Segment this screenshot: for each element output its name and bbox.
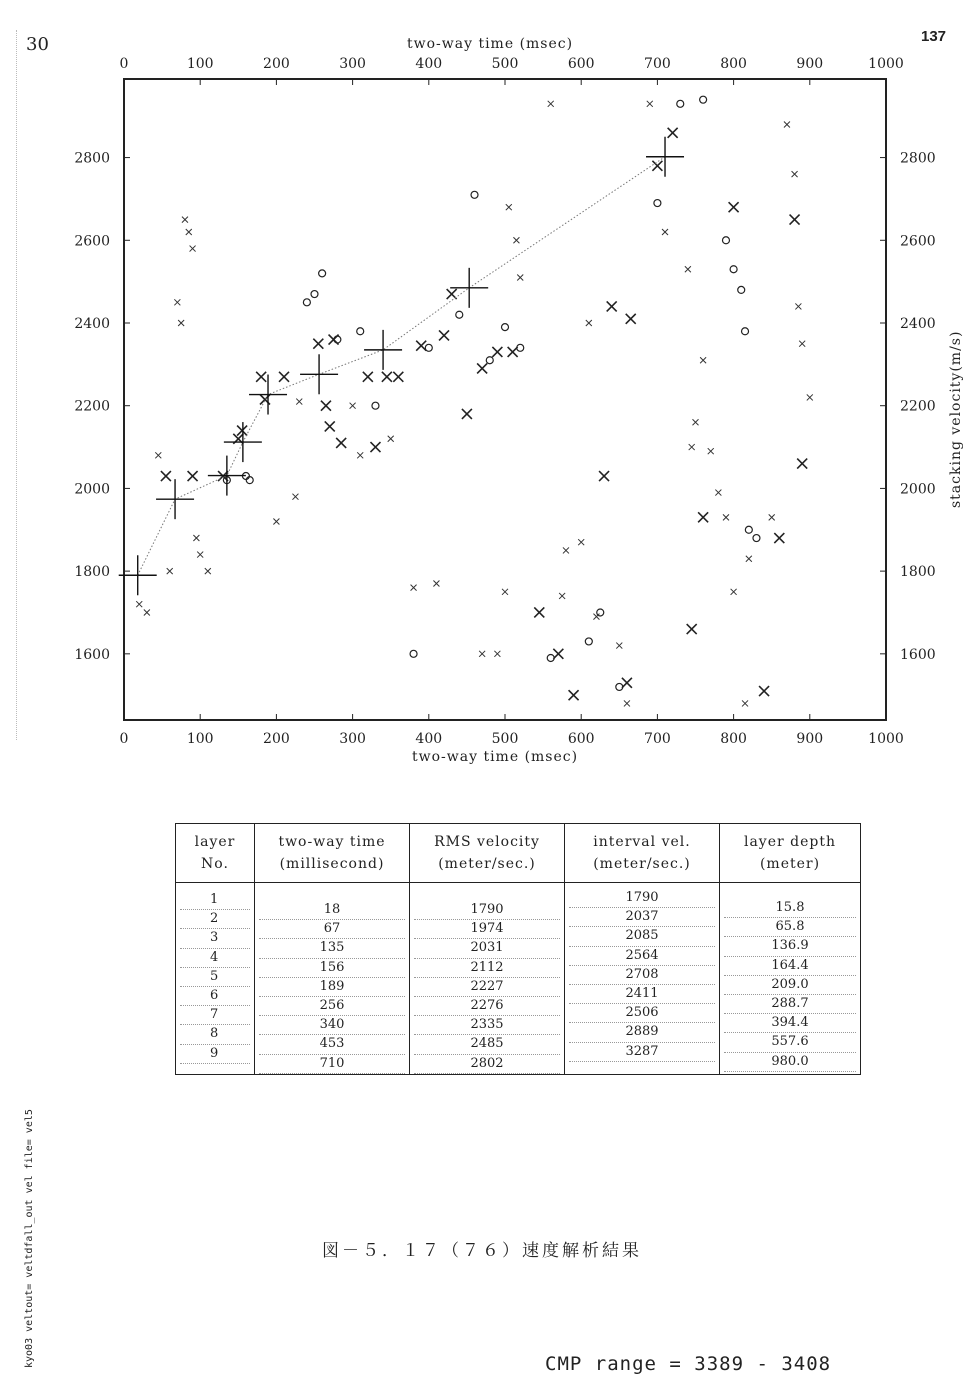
y-tick-label-left: 2200 — [74, 398, 110, 415]
header-layer-depth: layer depth (meter) — [720, 824, 861, 883]
y-tick-label-right: 1600 — [900, 646, 936, 663]
table-cell-interval-vel: 2506 — [569, 1004, 715, 1023]
table-cell-interval-vel: 2889 — [569, 1023, 715, 1042]
semblance-circle-mark — [753, 535, 760, 542]
semblance-small-x-mark — [513, 237, 519, 243]
semblance-cross-mark — [508, 347, 518, 357]
velocity-pick-marker — [156, 479, 194, 519]
semblance-cross-mark — [759, 686, 769, 696]
semblance-cross-mark — [325, 421, 335, 431]
figure-caption: 図－５．１７（７６）速度解析結果 — [322, 1241, 642, 1261]
table-cell-layer-no: 7 — [180, 1006, 250, 1025]
semblance-circle-mark — [425, 344, 432, 351]
semblance-small-x-mark — [411, 585, 417, 591]
x-axis-title-top: two-way time (msec) — [407, 36, 574, 52]
velocity-pick-marker — [364, 330, 402, 370]
semblance-small-x-mark — [502, 589, 508, 595]
page-number: 137 — [921, 28, 947, 45]
semblance-cross-mark — [622, 678, 632, 688]
y-tick-label-right: 2000 — [900, 481, 936, 498]
semblance-small-x-mark — [136, 601, 142, 607]
semblance-small-x-mark — [174, 299, 180, 305]
semblance-small-x-mark — [586, 320, 592, 326]
tick-labels — [74, 56, 935, 747]
y-tick-label-right: 2200 — [900, 398, 936, 415]
header-layer: layer No. — [176, 824, 255, 883]
axis-ticks — [124, 79, 886, 720]
semblance-cross-mark — [599, 471, 609, 481]
semblance-circle-mark — [319, 270, 326, 277]
x-tick-label-bottom: 900 — [796, 731, 824, 747]
table-cell-rms-velocity: 2227 — [414, 978, 560, 997]
velocity-pick-marker — [224, 422, 262, 462]
semblance-small-x-mark — [799, 341, 805, 347]
header-rms-velocity: RMS velocity (meter/sec.) — [410, 824, 565, 883]
semblance-small-x-mark — [742, 700, 748, 706]
semblance-small-x-mark — [708, 448, 714, 454]
semblance-cross-mark — [687, 624, 697, 634]
semblance-cross-mark — [382, 372, 392, 382]
semblance-small-x-mark — [479, 651, 485, 657]
semblance-cross-mark — [790, 215, 800, 225]
x-tick-label-top: 1000 — [868, 56, 904, 72]
table-cell-rms-velocity: 1790 — [414, 901, 560, 920]
semblance-cross-mark — [698, 512, 708, 522]
table-cell-two-way-time: 135 — [259, 939, 405, 958]
table-cell-two-way-time: 256 — [259, 997, 405, 1016]
semblance-cross-mark — [569, 690, 579, 700]
table-cell-layer-depth: 164.4 — [724, 957, 856, 976]
table-body-row — [176, 883, 861, 1075]
table-cell-layer-no: 6 — [180, 987, 250, 1006]
table-cell-two-way-time: 453 — [259, 1035, 405, 1054]
semblance-cross-mark — [729, 202, 739, 212]
y-tick-label-left: 2800 — [74, 150, 110, 167]
semblance-small-x-mark — [388, 436, 394, 442]
semblance-circle-mark — [745, 526, 752, 533]
semblance-cross-mark — [797, 459, 807, 469]
semblance-small-x-mark — [693, 419, 699, 425]
x-tick-label-top: 200 — [263, 56, 290, 72]
semblance-circle-mark — [471, 191, 478, 198]
semblance-small-x-mark — [494, 651, 500, 657]
semblance-small-x-mark — [795, 303, 801, 309]
semblance-small-x-mark — [700, 357, 706, 363]
x-tick-label-bottom: 600 — [567, 731, 595, 747]
semblance-small-x-mark — [167, 568, 173, 574]
semblance-circle-mark — [730, 266, 737, 273]
table-cell-interval-vel: 2411 — [569, 985, 715, 1004]
y-tick-label-right: 1800 — [900, 564, 936, 581]
semblance-cross-mark — [161, 471, 171, 481]
x-tick-label-top: 0 — [119, 56, 129, 72]
semblance-cross-mark — [370, 442, 380, 452]
table-cell-layer-no: 5 — [180, 968, 250, 987]
semblance-cross-mark — [256, 372, 266, 382]
semblance-small-x-mark — [689, 444, 695, 450]
table-cell-interval-vel: 2037 — [569, 908, 715, 927]
semblance-circle-mark — [502, 324, 509, 331]
semblance-small-x-mark — [769, 514, 775, 520]
semblance-small-x-mark — [578, 539, 584, 545]
semblance-small-x-mark — [357, 452, 363, 458]
semblance-circle-mark — [357, 328, 364, 335]
table-cell-layer-depth: 15.8 — [724, 899, 856, 918]
layer-table — [175, 823, 861, 1075]
semblance-circle-mark — [722, 237, 729, 244]
semblance-circle-mark — [585, 638, 592, 645]
semblance-cross-mark — [774, 533, 784, 543]
x-tick-label-top: 500 — [491, 56, 519, 72]
x-tick-label-bottom: 200 — [263, 731, 290, 747]
velocity-pick-marker — [208, 456, 246, 496]
x-axis-title-bottom: two-way time (msec) — [412, 749, 579, 765]
semblance-cross-mark — [462, 409, 472, 419]
semblance-circle-mark — [311, 291, 318, 298]
table-cell-rms-velocity: 2802 — [414, 1055, 560, 1074]
semblance-cross-mark — [477, 363, 487, 373]
semblance-small-x-mark — [433, 581, 439, 587]
semblance-points — [136, 96, 813, 706]
semblance-small-x-mark — [517, 275, 523, 281]
semblance-circle-mark — [738, 286, 745, 293]
x-tick-label-bottom: 800 — [720, 731, 747, 747]
x-tick-label-top: 600 — [567, 56, 595, 72]
semblance-small-x-mark — [616, 643, 622, 649]
table-cell-two-way-time: 189 — [259, 978, 405, 997]
semblance-small-x-mark — [144, 609, 150, 615]
semblance-cross-mark — [553, 649, 563, 659]
semblance-small-x-mark — [190, 246, 196, 252]
column-rms-velocity — [410, 883, 565, 1075]
table-cell-layer-no: 8 — [180, 1025, 250, 1044]
header-interval-vel: interval vel. (meter/sec.) — [565, 824, 720, 883]
table-cell-interval-vel: 2564 — [569, 947, 715, 966]
x-tick-label-top: 800 — [720, 56, 747, 72]
velocity-pick-marker — [300, 354, 338, 394]
semblance-circle-mark — [246, 477, 253, 484]
semblance-cross-mark — [188, 471, 198, 481]
semblance-small-x-mark — [731, 589, 737, 595]
y-tick-label-left: 1800 — [74, 564, 110, 581]
table-cell-layer-depth: 288.7 — [724, 995, 856, 1014]
semblance-small-x-mark — [186, 229, 192, 235]
semblance-cross-mark — [416, 341, 426, 351]
x-tick-label-bottom: 500 — [491, 731, 519, 747]
semblance-cross-mark — [492, 347, 502, 357]
semblance-small-x-mark — [563, 547, 569, 553]
x-tick-label-top: 700 — [644, 56, 671, 72]
semblance-cross-mark — [336, 438, 346, 448]
semblance-small-x-mark — [197, 552, 203, 558]
semblance-small-x-mark — [292, 494, 298, 500]
semblance-small-x-mark — [193, 535, 199, 541]
semblance-small-x-mark — [624, 700, 630, 706]
plot-frame — [124, 79, 886, 720]
semblance-small-x-mark — [723, 514, 729, 520]
semblance-small-x-mark — [647, 101, 653, 107]
table-cell-rms-velocity: 1974 — [414, 920, 560, 939]
semblance-circle-mark — [303, 299, 310, 306]
cmp-range: CMP range = 3389 - 3408 — [545, 1353, 832, 1375]
table-cell-layer-depth: 980.0 — [724, 1053, 856, 1072]
vertical-footer: kyo03 veltout= veltdfall_out vel file= vel5 — [24, 1109, 35, 1368]
semblance-circle-mark — [742, 328, 749, 335]
semblance-small-x-mark — [715, 490, 721, 496]
table-cell-interval-vel: 1790 — [569, 889, 715, 908]
table-cell-two-way-time: 67 — [259, 920, 405, 939]
y-tick-label-right: 2400 — [900, 315, 936, 332]
header-two-way-time: two-way time (millisecond) — [255, 824, 410, 883]
semblance-small-x-mark — [155, 452, 161, 458]
semblance-small-x-mark — [273, 518, 279, 524]
table-cell-layer-depth: 209.0 — [724, 976, 856, 995]
semblance-cross-mark — [626, 314, 636, 324]
y-tick-label-left: 1600 — [74, 646, 110, 663]
table-cell-rms-velocity: 2335 — [414, 1016, 560, 1035]
y-tick-label-right: 2800 — [900, 150, 936, 167]
semblance-small-x-mark — [548, 101, 554, 107]
y-tick-label-left: 2400 — [74, 315, 110, 332]
semblance-cross-mark — [321, 401, 331, 411]
semblance-small-x-mark — [792, 171, 798, 177]
column-interval-vel — [565, 883, 720, 1075]
y-axis-title: stacking velocity(m/s) — [948, 330, 964, 508]
semblance-cross-mark — [534, 607, 544, 617]
table-cell-layer-no: 1 — [180, 891, 250, 910]
semblance-small-x-mark — [784, 121, 790, 127]
x-tick-label-bottom: 700 — [644, 731, 671, 747]
table-cell-layer-depth: 65.8 — [724, 918, 856, 937]
semblance-small-x-mark — [350, 403, 356, 409]
table-cell-two-way-time: 710 — [259, 1055, 405, 1074]
semblance-small-x-mark — [685, 266, 691, 272]
semblance-cross-mark — [668, 128, 678, 138]
semblance-small-x-mark — [178, 320, 184, 326]
left-page-number: 30 — [26, 34, 49, 55]
table-cell-two-way-time: 340 — [259, 1016, 405, 1035]
table-cell-rms-velocity: 2031 — [414, 939, 560, 958]
table-cell-rms-velocity: 2485 — [414, 1035, 560, 1054]
x-tick-label-top: 100 — [186, 56, 214, 72]
semblance-circle-mark — [486, 357, 493, 364]
semblance-circle-mark — [700, 96, 707, 103]
x-tick-label-top: 900 — [796, 56, 824, 72]
table-header-row — [176, 824, 861, 883]
table-cell-layer-no: 4 — [180, 949, 250, 968]
table-cell-layer-depth: 136.9 — [724, 937, 856, 956]
velocity-function-line — [138, 157, 665, 576]
semblance-cross-mark — [652, 161, 662, 171]
semblance-small-x-mark — [662, 229, 668, 235]
table-cell-layer-no: 3 — [180, 929, 250, 948]
semblance-circle-mark — [372, 402, 379, 409]
velocity-function — [119, 137, 684, 596]
semblance-cross-mark — [279, 372, 289, 382]
table-cell-interval-vel: 2085 — [569, 927, 715, 946]
x-tick-label-bottom: 100 — [186, 731, 214, 747]
semblance-circle-mark — [334, 336, 341, 343]
semblance-small-x-mark — [746, 556, 752, 562]
y-tick-label-left: 2000 — [74, 481, 110, 498]
table-cell-interval-vel: 2708 — [569, 966, 715, 985]
semblance-circle-mark — [654, 200, 661, 207]
semblance-small-x-mark — [296, 399, 302, 405]
semblance-cross-mark — [439, 330, 449, 340]
table-cell-two-way-time: 156 — [259, 959, 405, 978]
table-cell-two-way-time: 18 — [259, 901, 405, 920]
table-cell-rms-velocity: 2112 — [414, 959, 560, 978]
x-tick-label-bottom: 300 — [339, 731, 366, 747]
table-cell-rms-velocity: 2276 — [414, 997, 560, 1016]
column-layer-depth — [720, 883, 861, 1075]
y-tick-label-right: 2600 — [900, 233, 936, 250]
semblance-cross-mark — [393, 372, 403, 382]
semblance-circle-mark — [677, 100, 684, 107]
column-two-way-time — [255, 883, 410, 1075]
semblance-small-x-mark — [182, 217, 188, 223]
table-cell-layer-no: 9 — [180, 1045, 250, 1064]
x-tick-label-bottom: 400 — [415, 731, 443, 747]
x-tick-label-top: 400 — [415, 56, 443, 72]
semblance-circle-mark — [456, 311, 463, 318]
table-cell-layer-depth: 394.4 — [724, 1014, 856, 1033]
velocity-pick-marker — [450, 268, 488, 308]
semblance-circle-mark — [410, 650, 417, 657]
semblance-small-x-mark — [205, 568, 211, 574]
semblance-cross-mark — [363, 372, 373, 382]
semblance-small-x-mark — [593, 614, 599, 620]
table-cell-layer-depth: 557.6 — [724, 1033, 856, 1052]
semblance-small-x-mark — [807, 394, 813, 400]
table-cell-layer-no: 2 — [180, 910, 250, 929]
x-tick-label-top: 300 — [339, 56, 366, 72]
semblance-cross-mark — [607, 301, 617, 311]
x-tick-label-bottom: 0 — [119, 731, 129, 747]
column-layer-no — [176, 883, 255, 1075]
semblance-small-x-mark — [559, 593, 565, 599]
semblance-cross-mark — [313, 339, 323, 349]
velocity-pick-marker — [646, 137, 684, 177]
table-cell-interval-vel: 3287 — [569, 1043, 715, 1062]
semblance-small-x-mark — [506, 204, 512, 210]
x-tick-label-bottom: 1000 — [868, 731, 904, 747]
y-tick-label-left: 2600 — [74, 233, 110, 250]
